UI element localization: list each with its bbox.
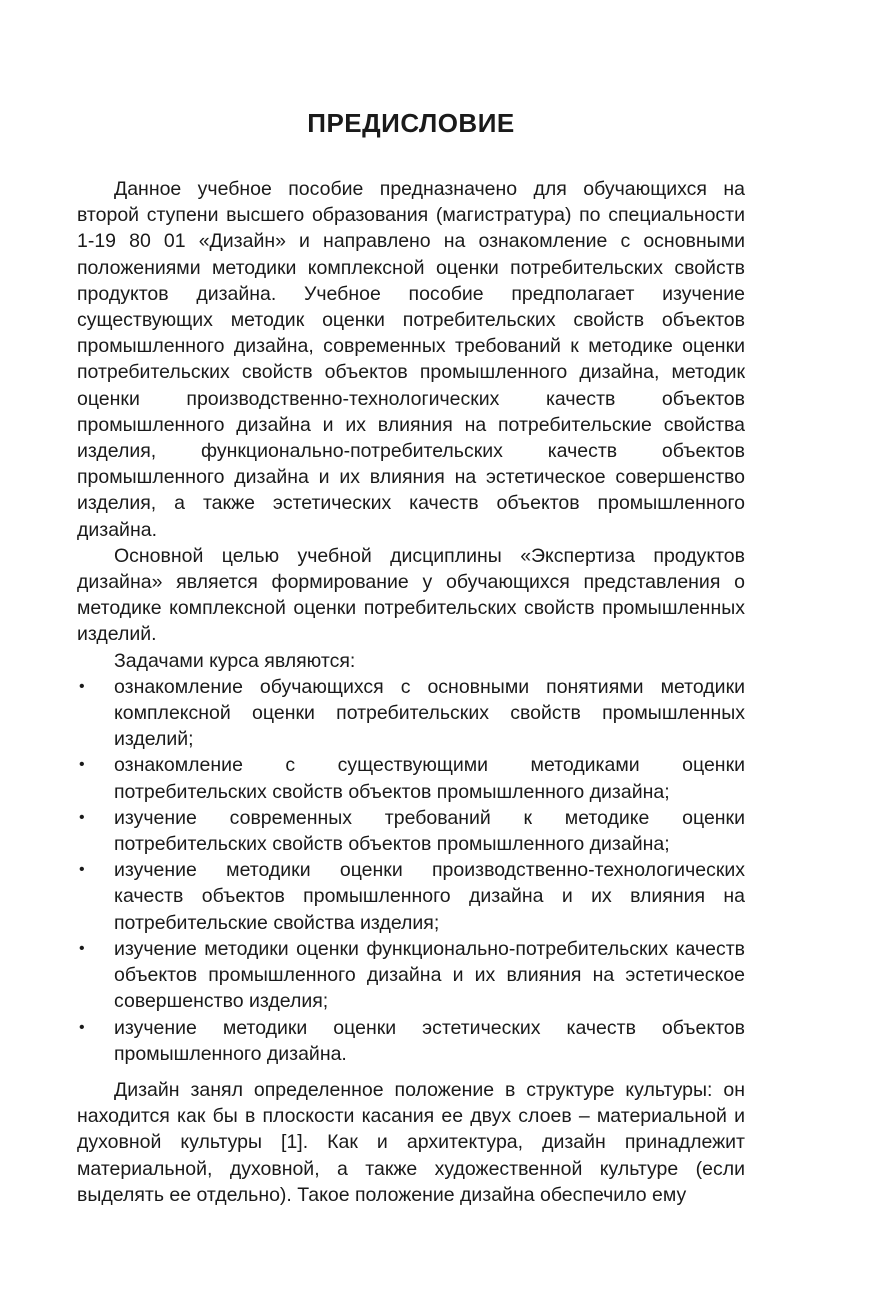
paragraph-tasks-heading: Задачами курса являются:: [114, 649, 356, 672]
list-item: [77, 805, 745, 857]
bullet-icon: •: [79, 1018, 85, 1036]
paragraph-goal: Основной целью учебной дисциплины «Экспертиза продуктов дизайна» является формирование у обучающихся представления о методике комплексной оценки потребительских свойств промышленных изделий.: [77, 544, 745, 646]
list-item-text: изучение современных требований к методике оценки потребительских свойств объектов промышленного дизайна;: [114, 806, 745, 856]
list-item-text: ознакомление обучающихся с основными понятиями методики комплексной оценки потребительских свойств промышленных изделий;: [114, 675, 745, 751]
list-item-text: изучение методики оценки производственно-технологических качеств объектов промышленного дизайна и их влияния на потребительские свойства изделия;: [114, 859, 745, 934]
list-item: [77, 1015, 745, 1067]
list-item-text: ознакомление с существующими методиками оценки потребительских свойств объектов промышленного дизайна;: [114, 754, 745, 803]
page-title: ПРЕДИСЛОВИЕ: [307, 108, 515, 138]
paragraph-intro: Данное учебное пособие предназначено для обучающихся на второй ступени высшего образования (магистратура) по специальности 1-19 80 01 «Дизайн» и направлено на ознакомление с основными положениями методики комплексной оценки потребительских свойств продуктов дизайна. Учебное пособие предполагает изучение существующих методик оценки потребительских свойств объектов промышленного дизайна, современных требований к методике оценки потребительских свойств объектов промышленного дизайна, методик оценки производственно-технологических качеств объектов промышленного дизайна и их влияния на потребительские свойства изделия, функционально-потребительских качеств объектов промышленного дизайна и их влияния на эстетическое совершенство изделия, а также эстетических качеств объектов промышленного дизайна.: [77, 178, 745, 541]
bullet-icon: •: [79, 939, 85, 957]
list-item: [77, 752, 745, 804]
list-item-text: изучение методики оценки эстетических качеств объектов промышленного дизайна.: [114, 1016, 745, 1065]
list-item-text: изучение методики оценки функционально-потребительских качеств объектов промышленного дизайна и их влияния на эстетическое совершенство изделия;: [114, 937, 745, 1013]
spacer: [77, 1067, 745, 1077]
tasks-list: [77, 674, 745, 1067]
list-item: [77, 674, 745, 753]
paragraph-closing: Дизайн занял определенное положение в структуре культуры: он находится как бы в плоскости касания ее двух слоев – материальной и духовной культуры [1]. Как и архитектура, дизайн принадлежит материальной, духовной, а также художественной культуре (если выделять ее отдельно). Такое положение дизайна обеспечило ему: [77, 1078, 745, 1206]
bullet-icon: •: [79, 756, 85, 774]
bullet-icon: •: [79, 677, 85, 695]
bullet-icon: •: [79, 861, 85, 879]
bullet-icon: •: [79, 808, 85, 826]
list-item: [77, 857, 745, 936]
list-item: [77, 936, 745, 1015]
body-text: [77, 176, 745, 1208]
